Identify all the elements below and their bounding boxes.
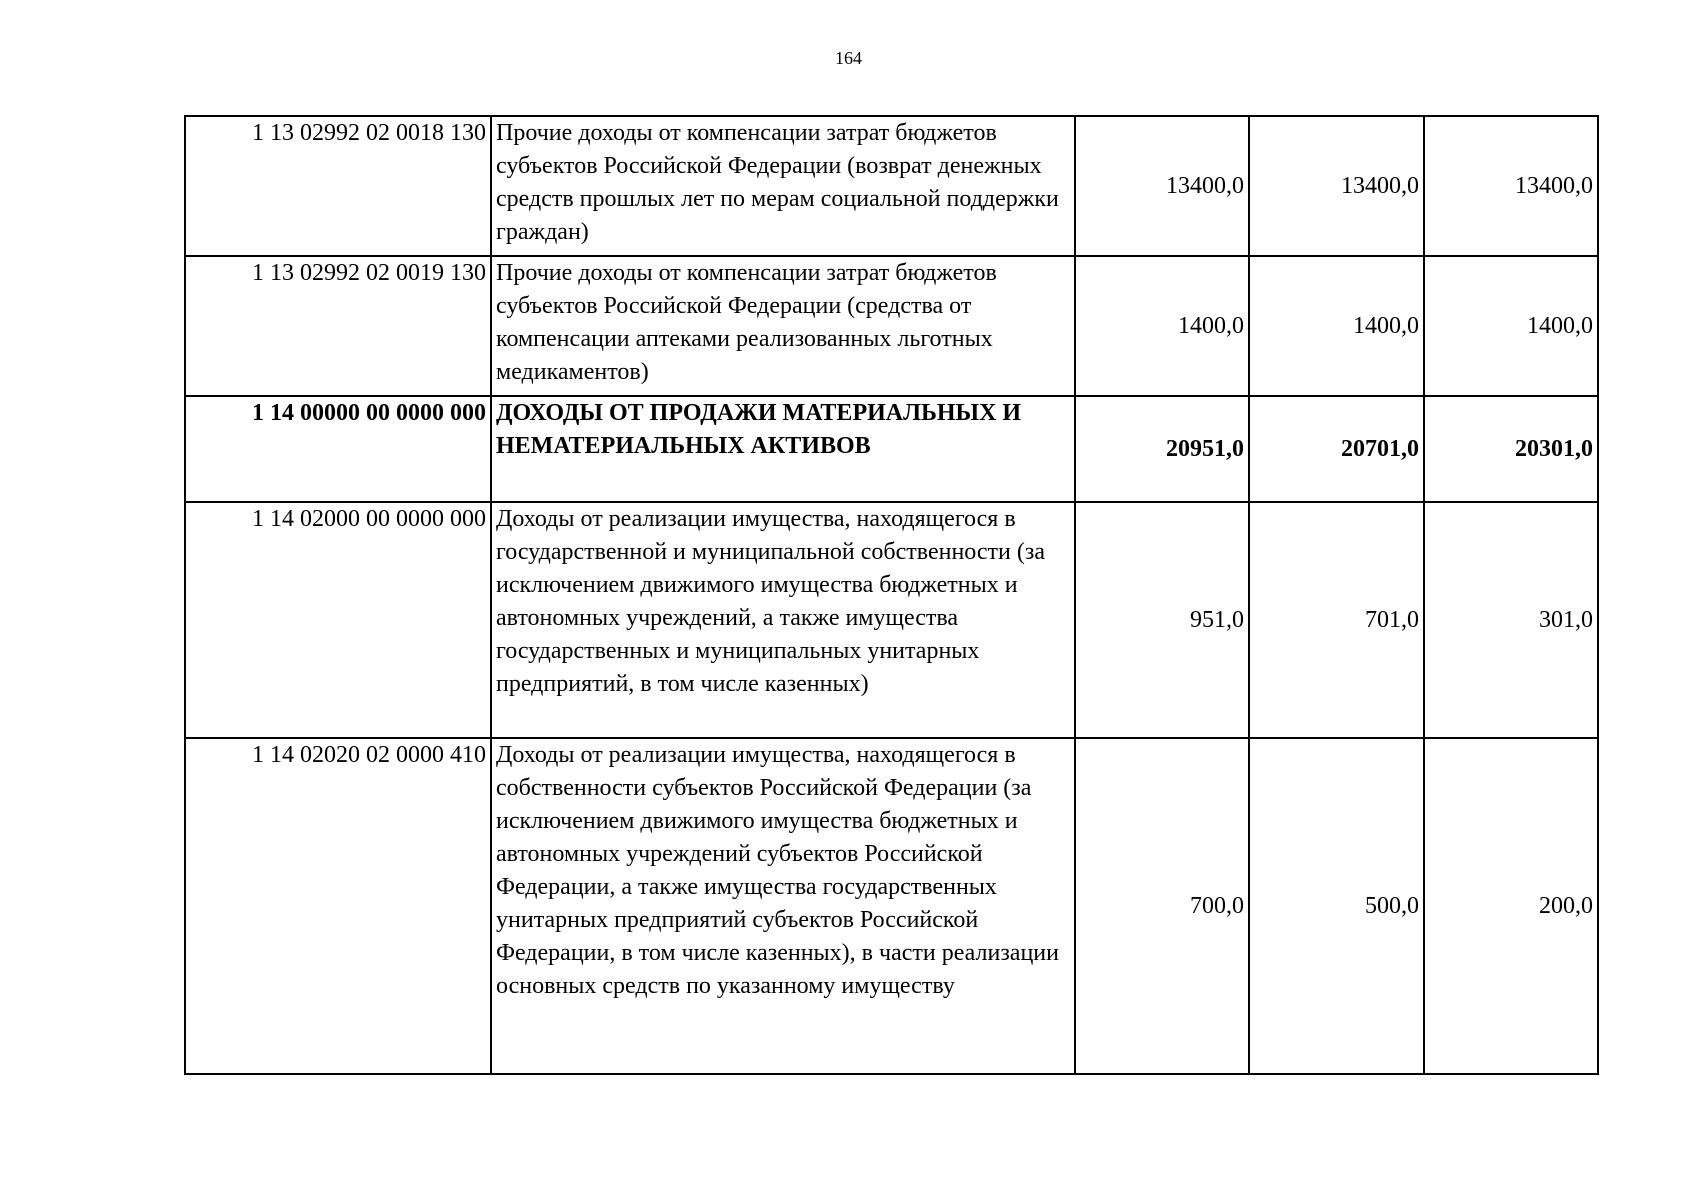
table-row	[185, 738, 1598, 1074]
amount-cell-1: 700,0	[1075, 738, 1249, 1074]
amount-cell-2: 500,0	[1249, 738, 1424, 1074]
table-row-section-total	[185, 396, 1598, 502]
amount-cell-3: 301,0	[1424, 502, 1598, 738]
amount-cell-1: 951,0	[1075, 502, 1249, 738]
amount-cell-2: 1400,0	[1249, 256, 1424, 396]
amount-cell-2: 20701,0	[1249, 396, 1424, 502]
amount-cell-3: 20301,0	[1424, 396, 1598, 502]
page-number: 164	[835, 48, 862, 68]
budget-code-cell: 1 14 02000 00 0000 000	[185, 502, 491, 738]
amount-cell-1: 13400,0	[1075, 116, 1249, 256]
amount-cell-1: 20951,0	[1075, 396, 1249, 502]
amount-cell-2: 13400,0	[1249, 116, 1424, 256]
amount-cell-1: 1400,0	[1075, 256, 1249, 396]
revenue-name-cell: Прочие доходы от компенсации затрат бюджетов субъектов Российской Федерации (средства от компенсации аптеками реализованных льготных медикаментов)	[491, 256, 1075, 396]
amount-cell-3: 200,0	[1424, 738, 1598, 1074]
revenue-name-cell: Прочие доходы от компенсации затрат бюджетов субъектов Российской Федерации (возврат денежных средств прошлых лет по мерам социальной поддержки граждан)	[491, 116, 1075, 256]
budget-code-cell: 1 13 02992 02 0018 130	[185, 116, 491, 256]
amount-cell-3: 1400,0	[1424, 256, 1598, 396]
revenue-table	[184, 115, 1599, 1075]
table-row	[185, 502, 1598, 738]
budget-code-cell: 1 13 02992 02 0019 130	[185, 256, 491, 396]
table-row	[185, 256, 1598, 396]
table-row	[185, 116, 1598, 256]
amount-cell-2: 701,0	[1249, 502, 1424, 738]
revenue-name-cell: Доходы от реализации имущества, находящегося в собственности субъектов Российской Федерации (за исключением движимого имущества бюджетных и автономных учреждений субъектов Российской Федерации, а также имущества государственных унитарных предприятий субъектов Российской Федерации, в том числе казенных), в части реализации основных средств по указанному имуществу	[491, 738, 1075, 1074]
budget-code-cell: 1 14 00000 00 0000 000	[185, 396, 491, 502]
revenue-name-cell: Доходы от реализации имущества, находящегося в государственной и муниципальной собственности (за исключением движимого имущества бюджетных и автономных учреждений, а также имущества государственных и муниципальных унитарных предприятий, в том числе казенных)	[491, 502, 1075, 738]
revenue-name-cell: ДОХОДЫ ОТ ПРОДАЖИ МАТЕРИАЛЬНЫХ И НЕМАТЕРИАЛЬНЫХ АКТИВОВ	[491, 396, 1075, 502]
budget-code-cell: 1 14 02020 02 0000 410	[185, 738, 491, 1074]
amount-cell-3: 13400,0	[1424, 116, 1598, 256]
